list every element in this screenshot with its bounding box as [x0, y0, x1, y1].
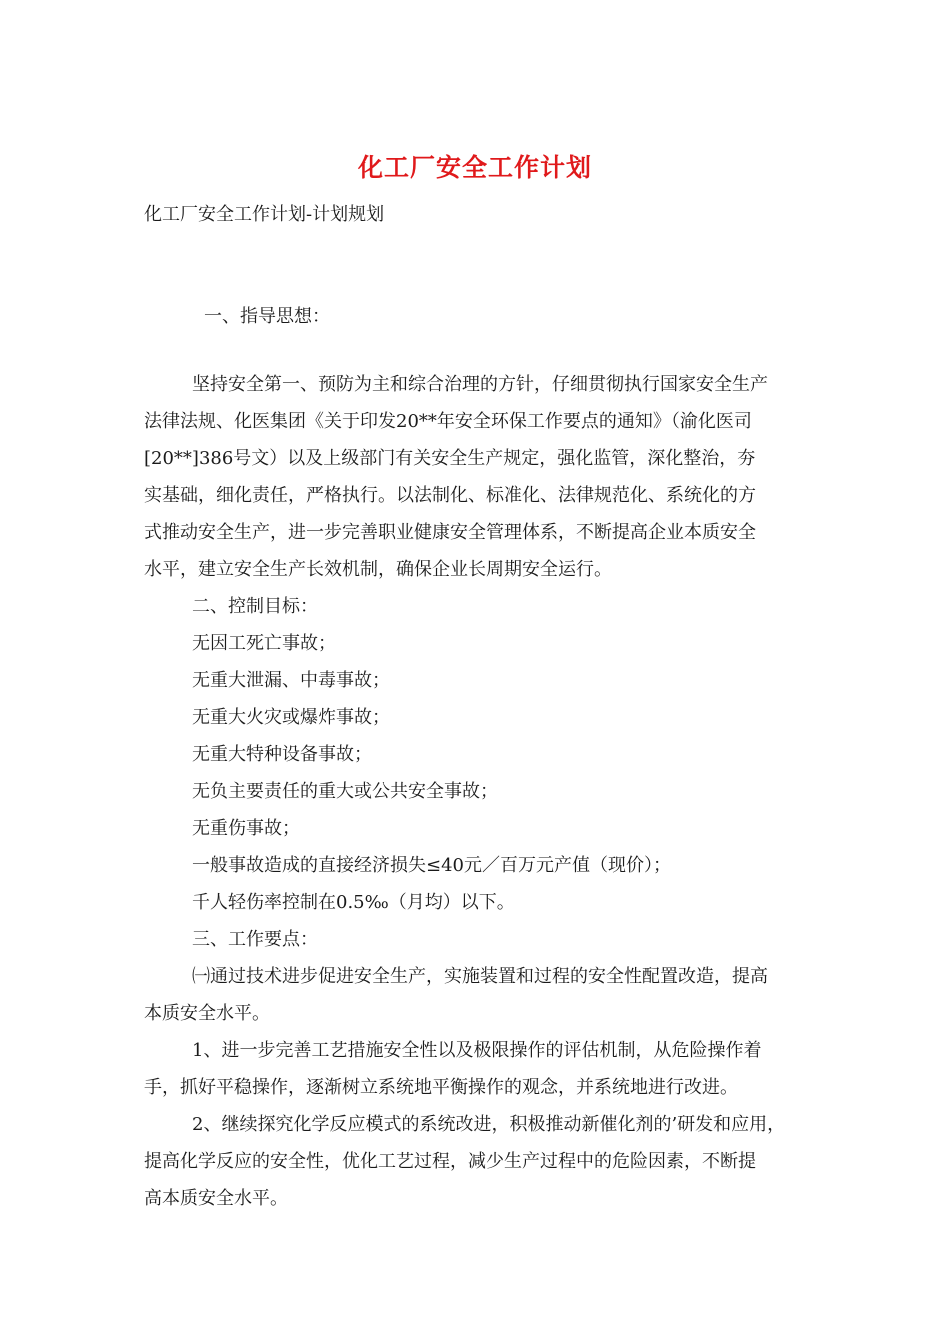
- paragraph-line: ㈠通过技术进步促进安全生产，实施装置和过程的安全性配置改造，提高: [192, 966, 768, 987]
- paragraph-line: 高本质安全水平。: [144, 1188, 288, 1209]
- goal-item: 一般事故造成的直接经济损失≤40元／百万元产值（现价）；: [192, 855, 671, 876]
- goal-item: 无重大特种设备事故；: [192, 744, 372, 765]
- paragraph-line: 法律法规、化医集团《关于印发20**年安全环保工作要点的通知》（渝化医司: [144, 411, 752, 432]
- paragraph-line: [20**]386号文）以及上级部门有关安全生产规定，强化监管，深化整治，夯: [144, 448, 756, 469]
- goal-item: 无重大泄漏、中毒事故；: [192, 670, 390, 691]
- goal-item: 无重伤事故；: [192, 818, 300, 839]
- document-subtitle: 化工厂安全工作计划-计划规划: [144, 204, 385, 225]
- goal-item: 无因工死亡事故；: [192, 633, 336, 654]
- paragraph-line: 手，抓好平稳操作，逐渐树立系统地平衡操作的观念，并系统地进行改进。: [144, 1077, 738, 1098]
- section-heading-control-targets: 二、控制目标：: [192, 596, 318, 617]
- paragraph-line: 提高化学反应的安全性，优化工艺过程，减少生产过程中的危险因素，不断提: [144, 1151, 756, 1172]
- goal-item: 千人轻伤率控制在0.5‰（月均）以下。: [192, 892, 515, 913]
- paragraph-line: 式推动安全生产，进一步完善职业健康安全管理体系，不断提高企业本质安全: [144, 522, 756, 543]
- goal-item: 无负主要责任的重大或公共安全事故；: [192, 781, 498, 802]
- paragraph-line: 水平，建立安全生产长效机制，确保企业长周期安全运行。: [144, 559, 612, 580]
- document-title: 化工厂安全工作计划: [357, 153, 592, 182]
- paragraph-line: 2、继续探究化学反应模式的系统改进，积极推动新催化剂的’研发和应用，: [192, 1114, 786, 1135]
- goal-item: 无重大火灾或爆炸事故；: [192, 707, 390, 728]
- paragraph-line: 本质安全水平。: [144, 1003, 270, 1024]
- paragraph-line: 实基础，细化责任，严格执行。以法制化、标准化、法律规范化、系统化的方: [144, 485, 756, 506]
- paragraph-line: 坚持安全第一、预防为主和综合治理的方针，仔细贯彻执行国家安全生产: [192, 374, 768, 395]
- section-heading-work-points: 三、工作要点：: [192, 929, 318, 950]
- paragraph-line: 1、进一步完善工艺措施安全性以及极限操作的评估机制，从危险操作着: [192, 1040, 762, 1061]
- section-heading-guiding-ideology: 一、指导思想：: [204, 306, 330, 327]
